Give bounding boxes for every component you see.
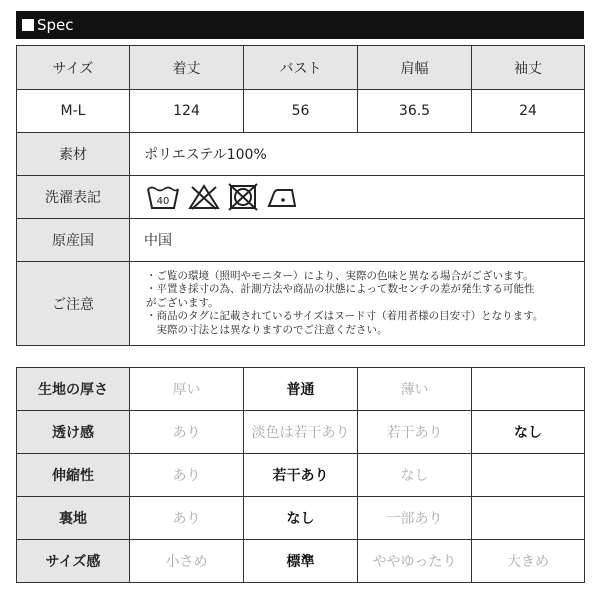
spec-table <box>16 45 585 346</box>
feel-option <box>472 454 585 497</box>
feel-option: あり <box>130 454 244 497</box>
care-row <box>17 176 585 219</box>
feel-option: あり <box>130 497 244 540</box>
feel-option: 若干あり <box>358 411 472 454</box>
feel-option-selected: 普通 <box>244 368 358 411</box>
origin-value: 中国 <box>130 219 585 262</box>
size-header-shoulder: 肩幅 <box>358 46 472 90</box>
feel-row-label: 透け感 <box>17 411 130 454</box>
feel-row-stretch <box>17 454 585 497</box>
feel-row-label: 裏地 <box>17 497 130 540</box>
feel-row-thickness <box>17 368 585 411</box>
size-value-length: 124 <box>130 90 244 133</box>
feel-row-sheerness <box>17 411 585 454</box>
feel-option: 薄い <box>358 368 472 411</box>
note-line: 実際の寸法とは異なりますのでご注意ください。 <box>146 323 388 336</box>
spec-header <box>16 11 584 39</box>
fabric-feel-table <box>16 367 585 583</box>
size-value-bust: 56 <box>244 90 358 133</box>
feel-row-lining <box>17 497 585 540</box>
wash-40-icon <box>146 183 180 211</box>
size-value-row <box>17 90 585 133</box>
size-header-sleeve: 袖丈 <box>472 46 585 90</box>
note-line: がございます。 <box>146 296 219 309</box>
feel-option: あり <box>130 411 244 454</box>
notes-label: ご注意 <box>17 262 130 346</box>
no-bleach-icon <box>188 183 220 211</box>
feel-option-selected: 若干あり <box>244 454 358 497</box>
notes-value <box>130 262 585 346</box>
notes-row <box>17 262 585 346</box>
feel-row-label: 伸縮性 <box>17 454 130 497</box>
feel-option: ややゆったり <box>358 540 472 583</box>
square-icon <box>22 19 34 31</box>
feel-option: 小さめ <box>130 540 244 583</box>
material-value: ポリエステル100% <box>130 133 585 176</box>
feel-option-selected: 標準 <box>244 540 358 583</box>
origin-label: 原産国 <box>17 219 130 262</box>
size-value-sleeve: 24 <box>472 90 585 133</box>
size-header-length: 着丈 <box>130 46 244 90</box>
size-header-row <box>17 46 585 90</box>
no-tumble-dry-icon <box>228 183 258 211</box>
size-header-bust: バスト <box>244 46 358 90</box>
care-icons-cell <box>130 176 585 219</box>
spec-title: Spec <box>37 16 74 34</box>
feel-row-label: 生地の厚さ <box>17 368 130 411</box>
feel-option <box>472 497 585 540</box>
feel-option: 厚い <box>130 368 244 411</box>
feel-option-selected: なし <box>472 411 585 454</box>
origin-row <box>17 219 585 262</box>
feel-option <box>472 368 585 411</box>
material-label: 素材 <box>17 133 130 176</box>
wash-temp-label: 40 <box>156 196 170 207</box>
iron-low-icon <box>266 183 298 211</box>
note-line: ・平置き採寸の為、計測方法や商品の状態によって数センチの差が発生する可能性 <box>146 283 535 296</box>
note-line: ・ご覧の環境（照明やモニター）により、実際の色味と異なる場合がございます。 <box>146 269 534 282</box>
feel-option-selected: なし <box>244 497 358 540</box>
size-header-size: サイズ <box>17 46 130 90</box>
material-row <box>17 133 585 176</box>
feel-option: なし <box>358 454 472 497</box>
feel-row-label: サイズ感 <box>17 540 130 583</box>
feel-option: 大きめ <box>472 540 585 583</box>
note-line: ・商品のタグに記載されているサイズはヌード寸（着用者様の目安寸）となります。 <box>146 310 544 323</box>
feel-option: 淡色は若干あり <box>244 411 358 454</box>
feel-row-fit <box>17 540 585 583</box>
size-value-shoulder: 36.5 <box>358 90 472 133</box>
size-value-size: M-L <box>17 90 130 133</box>
feel-option: 一部あり <box>358 497 472 540</box>
care-label: 洗濯表記 <box>17 176 130 219</box>
